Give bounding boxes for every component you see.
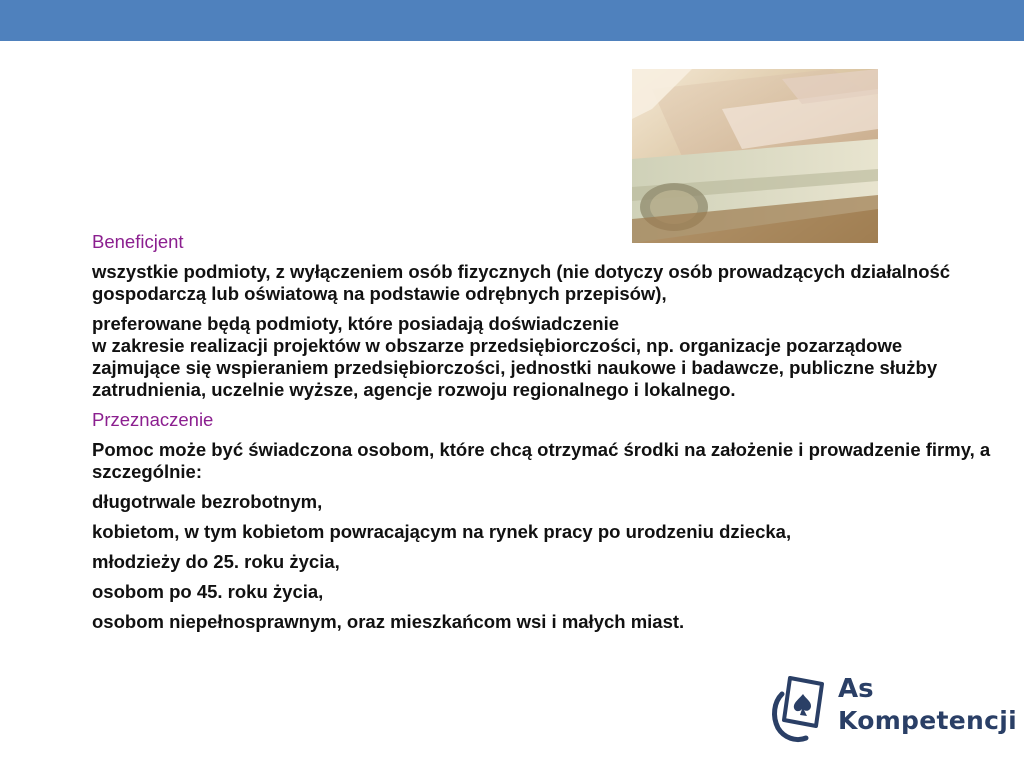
beneficjent-paragraph-1: wszystkie podmioty, z wyłączeniem osób fizycznych (nie dotyczy osób prowadzących działalność gospodarczą lub oświatową na podstawie odrębnych przepisów), [92, 261, 951, 304]
przeznaczenie-intro: Pomoc może być świadczona osobom, które chcą otrzymać środki na założenie i prowadzenie firmy, a szczególnie: [92, 439, 991, 482]
as-kompetencji-logo [770, 672, 1017, 744]
beneficjent-paragraph-2-line2: w zakresie realizacji projektów w obszarze przedsiębiorczości, np. organizacje pozarządowe zajmujące się wspieraniem przedsiębiorczości, jednostki naukowe i badawcze, publiczne służby zatrudnienia, uczelnie wyższe, agencje rozwoju regionalnego i lokalnego. [92, 335, 938, 400]
spade-card-icon [770, 672, 832, 744]
heading-beneficjent: Beneficjent [92, 231, 184, 252]
list-item: młodzieży do 25. roku życia, [92, 551, 340, 572]
slide-content [92, 231, 992, 641]
beneficjent-paragraph-2-line1: preferowane będą podmioty, które posiadają doświadczenie [92, 313, 620, 334]
list-item: kobietom, w tym kobietom powracającym na rynek pracy po urodzeniu dziecka, [92, 521, 792, 542]
money-photo [632, 69, 878, 243]
list-item: osobom niepełnosprawnym, oraz mieszkańcom wsi i małych miast. [92, 611, 685, 632]
list-item: osobom po 45. roku życia, [92, 581, 324, 602]
heading-przeznaczenie: Przeznaczenie [92, 409, 214, 430]
list-item: długotrwale bezrobotnym, [92, 491, 323, 512]
top-bar [0, 0, 1024, 41]
beneficjent-paragraph-2 [92, 313, 992, 401]
logo-text-as: As [838, 674, 874, 704]
logo-text-kompetencji: Kompetencji [838, 706, 1017, 735]
